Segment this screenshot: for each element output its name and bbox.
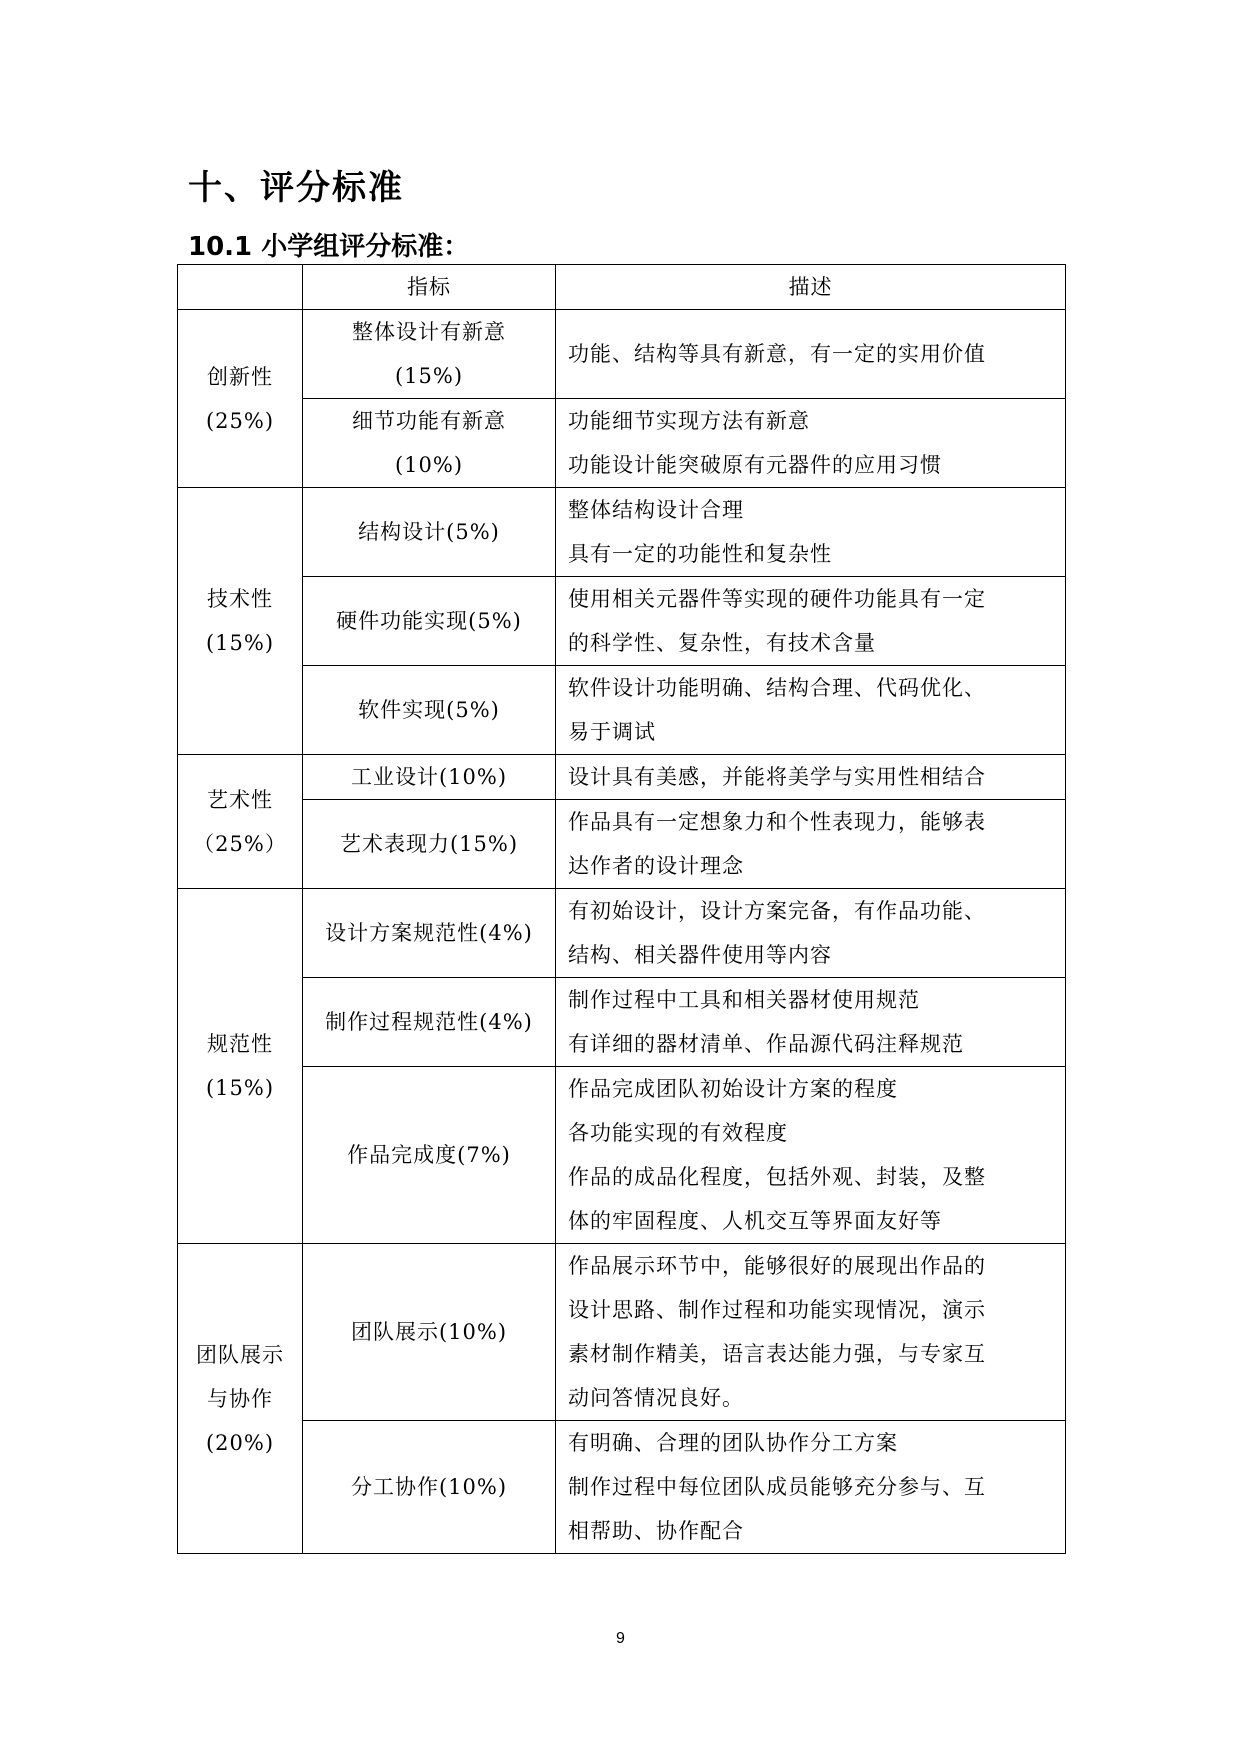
description-line: 达作者的设计理念 <box>568 854 744 878</box>
indicator-label-line: 制作过程规范性(4%) <box>325 1010 533 1034</box>
description-line: 具有一定的功能性和复杂性 <box>568 542 832 566</box>
description-line: 的科学性、复杂性，有技术含量 <box>568 631 876 655</box>
description-line: 作品展示环节中，能够很好的展现出作品的 <box>568 1254 986 1278</box>
category-cell <box>178 889 303 1244</box>
category-name-line: 规范性 <box>207 1032 273 1056</box>
indicator-label-line: 工业设计(10%) <box>350 765 508 789</box>
indicator-cell <box>303 1244 556 1421</box>
description-line: 设计具有美感，并能将美学与实用性相结合 <box>568 765 986 789</box>
description-cell <box>556 1421 1066 1554</box>
indicator-label-line: (10%) <box>394 453 464 477</box>
indicator-cell <box>303 755 556 800</box>
description-cell <box>556 1067 1066 1244</box>
indicator-cell <box>303 488 556 577</box>
description-line: 制作过程中工具和相关器材使用规范 <box>568 988 920 1012</box>
description-cell <box>556 889 1066 978</box>
table-row <box>178 666 1066 755</box>
description-cell <box>556 399 1066 488</box>
category-name-line: (15%) <box>205 631 275 655</box>
indicator-label-line: 硬件功能实现(5%) <box>336 609 522 633</box>
table-row <box>178 889 1066 978</box>
indicator-cell <box>303 889 556 978</box>
table-row <box>178 577 1066 666</box>
indicator-label-line: 设计方案规范性(4%) <box>325 921 533 945</box>
page-number: 9 <box>616 1630 625 1647</box>
indicator-label-line: 软件实现(5%) <box>358 698 500 722</box>
indicator-cell <box>303 310 556 399</box>
indicator-label-line: 艺术表现力(15%) <box>339 832 519 856</box>
indicator-cell <box>303 666 556 755</box>
indicator-cell <box>303 978 556 1067</box>
description-cell <box>556 1244 1066 1421</box>
header-category <box>178 265 303 310</box>
description-line: 各功能实现的有效程度 <box>568 1121 788 1145</box>
category-name-line: 艺术性 <box>207 787 273 812</box>
description-cell <box>556 577 1066 666</box>
description-cell <box>556 666 1066 755</box>
section-heading: 十、评分标准 <box>188 168 404 208</box>
table-row <box>178 488 1066 577</box>
description-line: 素材制作精美，语言表达能力强，与专家互 <box>568 1342 986 1366</box>
table-row <box>178 800 1066 889</box>
indicator-label-line: 结构设计(5%) <box>358 520 500 544</box>
description-cell <box>556 488 1066 577</box>
table-row <box>178 399 1066 488</box>
description-line: 易于调试 <box>568 720 656 744</box>
description-line: 功能设计能突破原有元器件的应用习惯 <box>568 453 942 477</box>
description-line: 有初始设计，设计方案完备，有作品功能、 <box>568 899 986 923</box>
subsection-heading: 10.1 小学组评分标准： <box>188 232 470 262</box>
description-line: 设计思路、制作过程和功能实现情况，演示 <box>568 1298 986 1322</box>
description-cell <box>556 800 1066 889</box>
table-row <box>178 755 1066 800</box>
category-name-line: 与协作 <box>207 1386 273 1411</box>
description-line: 有明确、合理的团队协作分工方案 <box>568 1431 898 1455</box>
category-name-line: （25%） <box>193 831 287 856</box>
table-row <box>178 310 1066 399</box>
description-line: 作品具有一定想象力和个性表现力，能够表 <box>568 810 986 834</box>
description-line: 体的牢固程度、人机交互等界面友好等 <box>568 1209 942 1233</box>
indicator-cell <box>303 577 556 666</box>
table-row <box>178 1421 1066 1554</box>
table-row <box>178 1067 1066 1244</box>
indicator-label-line: 作品完成度(7%) <box>347 1143 511 1167</box>
category-name-line: (15%) <box>205 1076 275 1100</box>
table-row <box>178 1244 1066 1421</box>
indicator-label-line: (15%) <box>394 364 464 388</box>
description-line: 作品完成团队初始设计方案的程度 <box>568 1077 898 1101</box>
description-cell <box>556 310 1066 399</box>
category-cell <box>178 488 303 755</box>
description-line: 作品的成品化程度，包括外观、封装，及整 <box>568 1165 986 1189</box>
indicator-label-line: 细节功能有新意 <box>352 409 506 433</box>
indicator-cell <box>303 1067 556 1244</box>
indicator-cell <box>303 399 556 488</box>
description-line: 功能、结构等具有新意，有一定的实用价值 <box>568 342 986 366</box>
indicator-label-line: 整体设计有新意 <box>352 320 506 344</box>
category-name-line: 团队展示 <box>196 1342 284 1367</box>
description-cell <box>556 755 1066 800</box>
table-row <box>178 978 1066 1067</box>
category-name-line: (20%) <box>205 1430 275 1455</box>
description-line: 动问答情况良好。 <box>568 1386 744 1410</box>
indicator-cell <box>303 800 556 889</box>
description-line: 结构、相关器件使用等内容 <box>568 943 832 967</box>
description-cell <box>556 978 1066 1067</box>
category-cell <box>178 1244 303 1554</box>
description-line: 整体结构设计合理 <box>568 498 744 522</box>
indicator-cell <box>303 1421 556 1554</box>
category-cell <box>178 755 303 889</box>
category-name-line: (25%) <box>205 408 275 433</box>
description-line: 功能细节实现方法有新意 <box>568 409 810 433</box>
category-name-line: 技术性 <box>207 587 273 611</box>
description-line: 软件设计功能明确、结构合理、代码优化、 <box>568 676 986 700</box>
table-header-row <box>178 265 1066 310</box>
indicator-label-line: 团队展示(10%) <box>350 1320 508 1344</box>
scoring-criteria-table <box>177 264 1066 1554</box>
category-name-line: 创新性 <box>207 364 273 389</box>
description-line: 使用相关元器件等实现的硬件功能具有一定 <box>568 587 986 611</box>
category-cell <box>178 310 303 488</box>
header-indicator: 指标 <box>303 265 556 310</box>
description-line: 有详细的器材清单、作品源代码注释规范 <box>568 1032 964 1056</box>
header-description: 描述 <box>556 265 1066 310</box>
description-line: 相帮助、协作配合 <box>568 1519 744 1543</box>
description-line: 制作过程中每位团队成员能够充分参与、互 <box>568 1475 986 1499</box>
indicator-label-line: 分工协作(10%) <box>350 1475 508 1499</box>
